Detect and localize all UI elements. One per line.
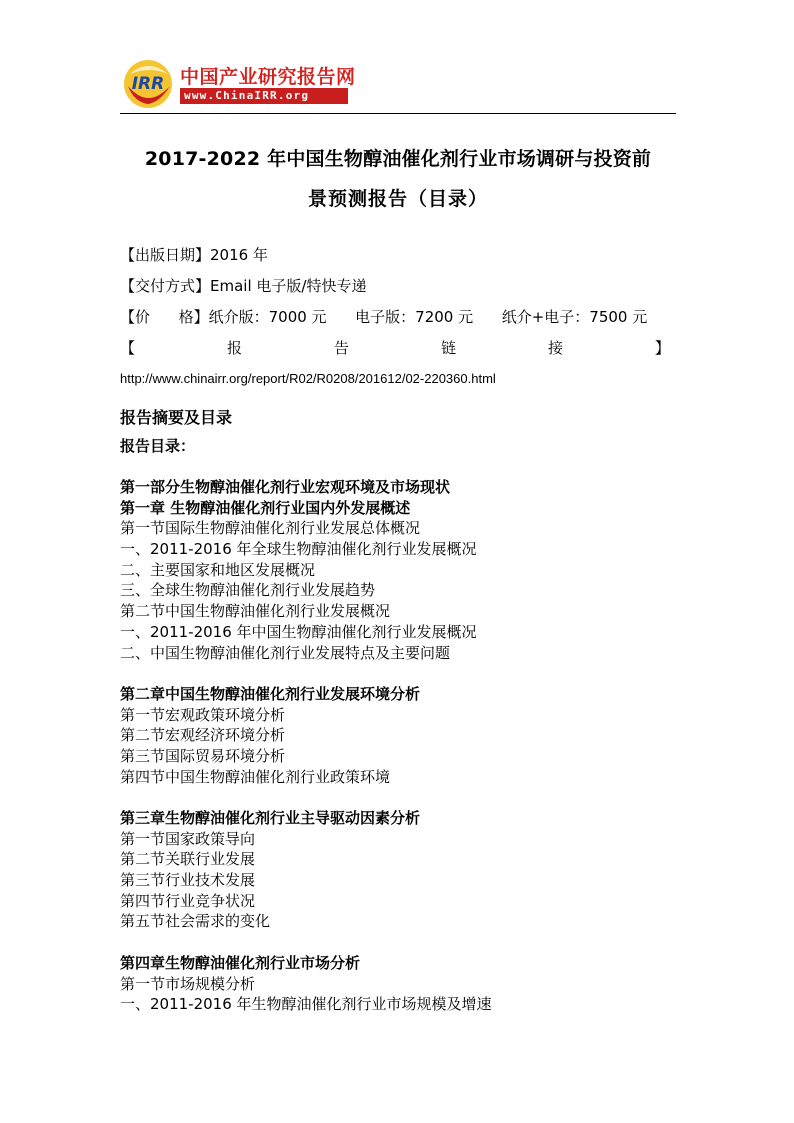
link-char: 【 xyxy=(120,339,136,357)
table-of-contents xyxy=(120,477,680,1015)
header-divider xyxy=(120,113,676,114)
toc-item: 第三节国际贸易环境分析 xyxy=(120,746,286,765)
toc-item: 第一节国际生物醇油催化剂行业发展总体概况 xyxy=(120,519,421,538)
logo-chinese-name: 中国产业研究报告网 xyxy=(180,66,356,88)
toc-spacer xyxy=(120,932,680,953)
toc-chapter-heading: 第一部分生物醇油催化剂行业宏观环境及市场现状 xyxy=(120,478,451,496)
toc-item: 第一节市场规模分析 xyxy=(120,974,256,993)
toc-chapter-heading: 第二章中国生物醇油催化剂行业发展环境分析 xyxy=(120,684,421,703)
toc-chapter-heading: 第三章生物醇油催化剂行业主导驱动因素分析 xyxy=(120,809,421,827)
logo-url: www.ChinaIRR.org xyxy=(180,88,348,104)
toc-item: 第五节社会需求的变化 xyxy=(120,912,271,931)
report-link-label xyxy=(120,337,670,359)
toc-item: 一、2011-2016 年全球生物醇油催化剂行业发展概况 xyxy=(120,540,477,559)
toc-item: 第三节行业技术发展 xyxy=(120,871,256,890)
toc-item: 第四节中国生物醇油催化剂行业政策环境 xyxy=(120,767,391,786)
logo-abbr: IRR xyxy=(131,74,165,94)
summary-heading: 报告摘要及目录 xyxy=(120,408,233,427)
toc-item: 第一节宏观政策环境分析 xyxy=(120,705,286,724)
toc-item: 第二节中国生物醇油催化剂行业发展概况 xyxy=(120,602,391,621)
toc-item: 二、中国生物醇油催化剂行业发展特点及主要问题 xyxy=(120,643,451,662)
toc-item: 第四节行业竞争状况 xyxy=(120,891,256,910)
price-line: 【价 格】纸介版：7000 元 电子版：7200 元 纸介+电子：7500 元 xyxy=(120,308,648,326)
report-url-link[interactable]: http://www.chinairr.org/report/R02/R0208/201612/02-220360.html xyxy=(120,371,496,386)
toc-chapter-heading: 第一章 生物醇油催化剂行业国内外发展概述 xyxy=(120,498,411,517)
link-char: 报 xyxy=(226,339,242,357)
link-char: 】 xyxy=(654,339,670,357)
link-char: 接 xyxy=(547,339,563,357)
toc-item: 三、全球生物醇油催化剂行业发展趋势 xyxy=(120,581,376,600)
toc-item: 二、主要国家和地区发展概况 xyxy=(120,560,316,579)
toc-item: 第一节国家政策导向 xyxy=(120,829,256,848)
irr-logo-icon xyxy=(120,56,176,110)
toc-item: 第二节宏观经济环境分析 xyxy=(120,726,286,745)
delivery-method: 【交付方式】Email 电子版/特快专递 xyxy=(120,277,367,295)
toc-spacer xyxy=(120,787,680,808)
report-title-line-2: 景预测报告（目录） xyxy=(307,188,488,210)
site-logo[interactable] xyxy=(120,56,356,110)
report-title-line-1: 2017-2022 年中国生物醇油催化剂行业市场调研与投资前 xyxy=(144,148,652,170)
link-char: 链 xyxy=(440,339,456,357)
toc-chapter-heading: 第四章生物醇油催化剂行业市场分析 xyxy=(120,953,361,972)
toc-item: 一、2011-2016 年生物醇油催化剂行业市场规模及增速 xyxy=(120,995,492,1014)
toc-spacer xyxy=(120,663,680,684)
link-char: 告 xyxy=(333,339,349,357)
publish-date: 【出版日期】2016 年 xyxy=(120,246,268,264)
toc-heading: 报告目录： xyxy=(120,437,196,455)
toc-item: 第二节关联行业发展 xyxy=(120,850,256,869)
toc-item: 一、2011-2016 年中国生物醇油催化剂行业发展概况 xyxy=(120,622,477,641)
